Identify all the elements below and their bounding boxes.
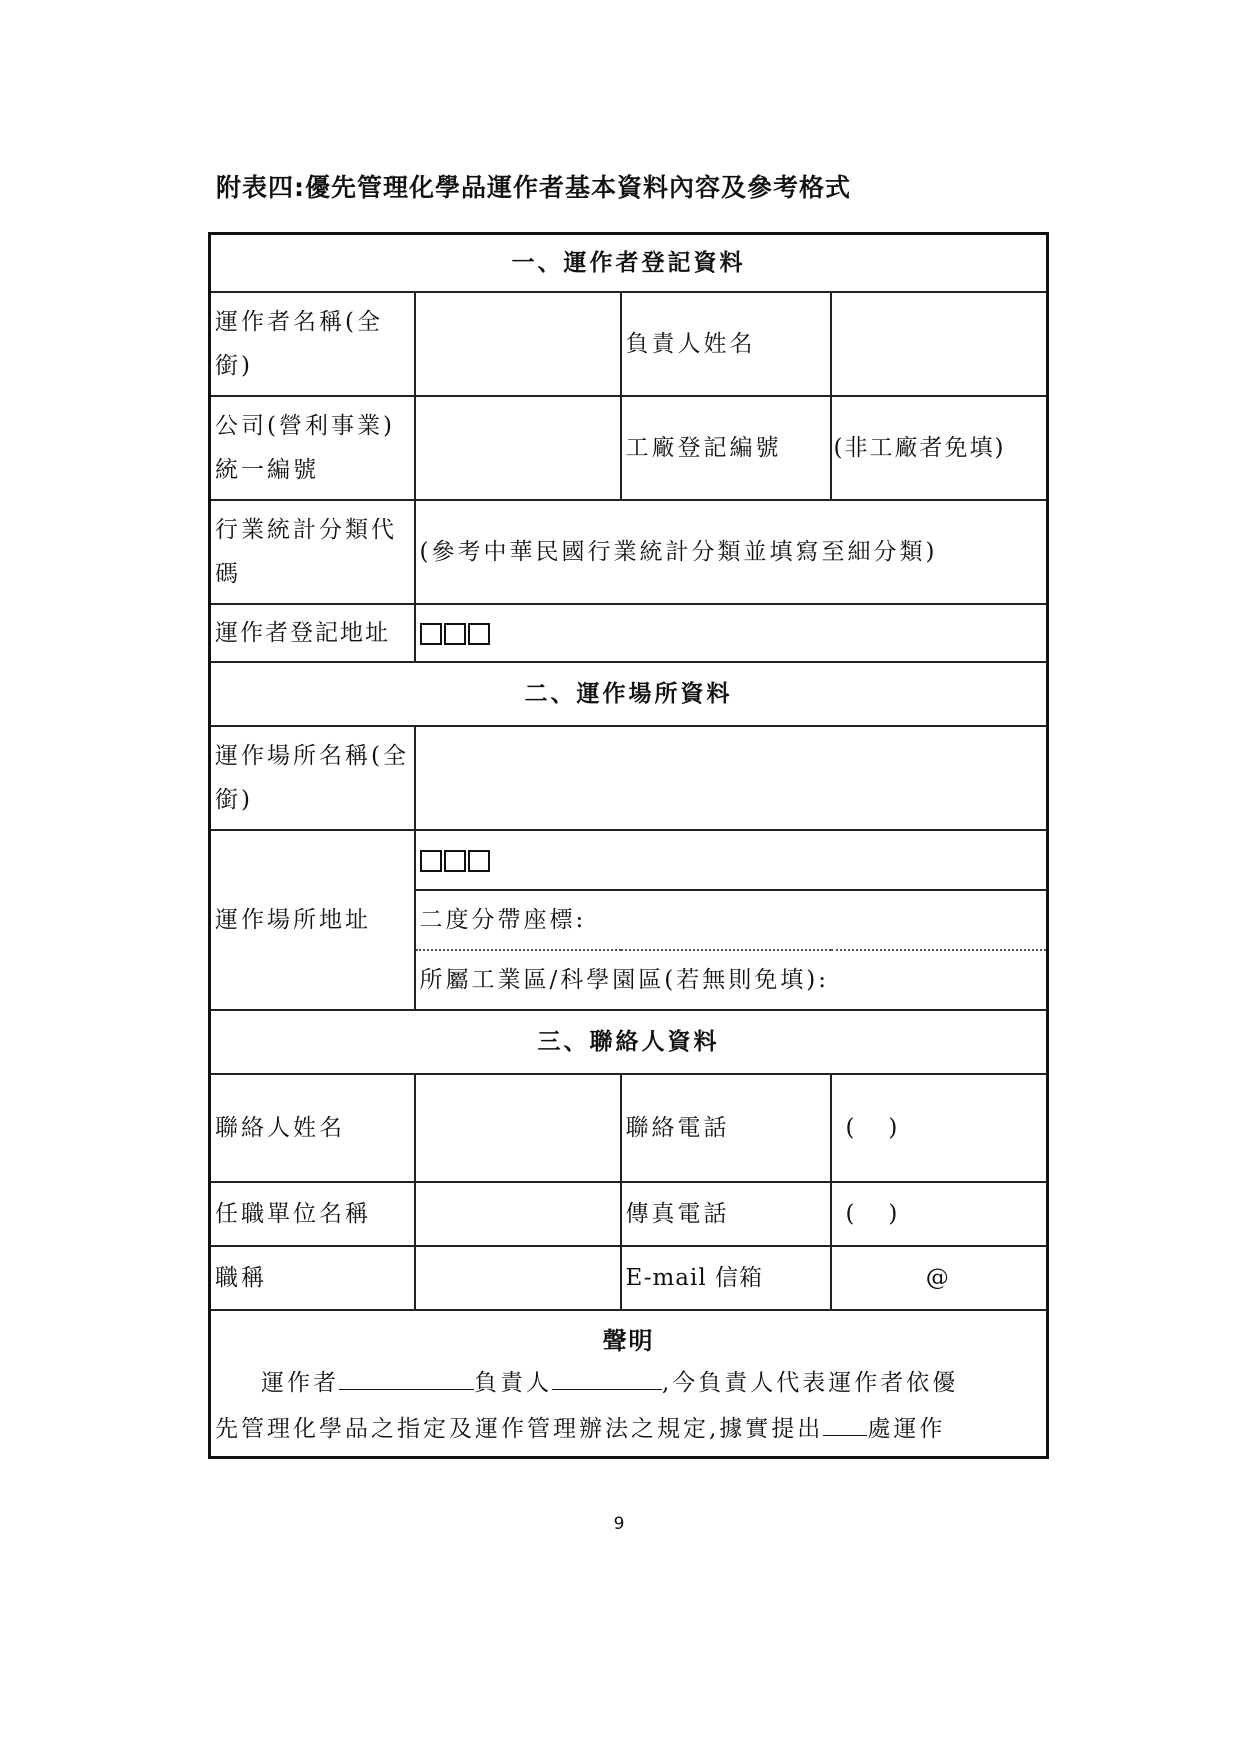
postal-code-box[interactable] (468, 850, 490, 872)
operator-name-label: 運作者名稱(全銜) (210, 292, 415, 396)
declaration-title: 聲明 (602, 1326, 655, 1355)
operator-address-field[interactable] (415, 604, 1048, 662)
site-address-label: 運作場所地址 (210, 830, 415, 1010)
operator-name-field[interactable] (415, 292, 621, 396)
site-address-field[interactable] (415, 830, 1048, 890)
postal-code-box[interactable] (444, 850, 466, 872)
postal-code-box[interactable] (468, 623, 490, 645)
site-name-field[interactable] (415, 726, 1048, 830)
declaration-operator-text: 運作者 (261, 1369, 339, 1396)
declaration-section (210, 1310, 1048, 1458)
operator-address-label: 運作者登記地址 (210, 604, 415, 662)
industrial-zone-field[interactable]: 所屬工業區/科學園區(若無則免填): (415, 950, 1048, 1010)
responsible-person-field[interactable] (831, 292, 1048, 396)
contact-phone-field[interactable]: ( ) (831, 1074, 1048, 1182)
responsible-person-label: 負責人姓名 (621, 292, 831, 396)
company-id-field[interactable] (415, 396, 621, 500)
site-count-blank[interactable] (823, 1411, 867, 1436)
unit-name-field[interactable] (415, 1182, 621, 1246)
site-name-label: 運作場所名稱(全銜) (210, 726, 415, 830)
declaration-site-text: 處運作 (867, 1415, 946, 1442)
job-title-field[interactable] (415, 1246, 621, 1310)
section-site-data-header: 二、運作場所資料 (210, 662, 1048, 726)
email-label: E-mail 信箱 (621, 1246, 831, 1310)
contact-phone-label: 聯絡電話 (621, 1074, 831, 1182)
section-operator-registration-header: 一、運作者登記資料 (210, 234, 1048, 292)
postal-code-box[interactable] (444, 623, 466, 645)
operator-blank[interactable] (339, 1365, 474, 1390)
postal-code-box[interactable] (420, 623, 442, 645)
page-number: 9 (613, 1514, 625, 1534)
declaration-regulation-text: 先管理化學品之指定及運作管理辦法之規定,據實提出 (215, 1415, 824, 1442)
postal-code-boxes[interactable] (420, 850, 490, 872)
company-id-label: 公司(營利事業)統一編號 (210, 396, 415, 500)
factory-registration-field[interactable]: (非工廠者免填) (831, 396, 1048, 500)
contact-name-field[interactable] (415, 1074, 621, 1182)
fax-field[interactable]: ( ) (831, 1182, 1048, 1246)
unit-name-label: 任職單位名稱 (210, 1182, 415, 1246)
coordinates-field[interactable]: 二度分帶座標: (415, 890, 1048, 950)
declaration-responsible-text: 負責人 (474, 1369, 552, 1396)
job-title-label: 職稱 (210, 1246, 415, 1310)
postal-code-boxes[interactable] (420, 623, 490, 645)
declaration-text (215, 1360, 1042, 1454)
postal-code-box[interactable] (420, 850, 442, 872)
fax-label: 傳真電話 (621, 1182, 831, 1246)
responsible-blank[interactable] (552, 1365, 662, 1390)
operator-basic-data-form (208, 232, 1049, 1459)
contact-name-label: 聯絡人姓名 (210, 1074, 415, 1182)
document-title: 附表四:優先管理化學品運作者基本資料內容及參考格式 (216, 173, 851, 202)
industry-code-label: 行業統計分類代碼 (210, 500, 415, 604)
industry-code-field[interactable]: (參考中華民國行業統計分類並填寫至細分類) (415, 500, 1048, 604)
section-contact-header: 三、聯絡人資料 (210, 1010, 1048, 1074)
factory-registration-label: 工廠登記編號 (621, 396, 831, 500)
email-field[interactable]: @ (831, 1246, 1048, 1310)
declaration-clause-text: ,今負責人代表運作者依優 (662, 1369, 959, 1396)
